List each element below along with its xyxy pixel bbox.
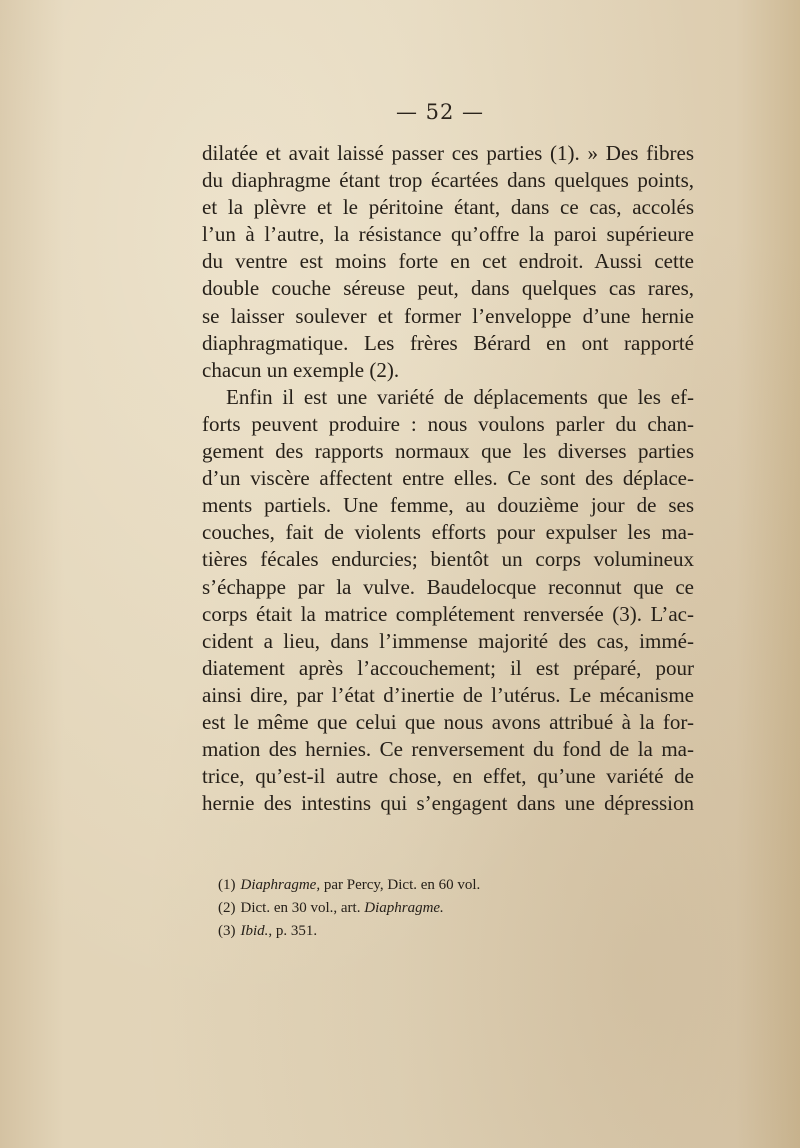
text-line: se laisser soulever et former l’enveloppe d’une hernie bbox=[202, 303, 694, 328]
text-line: mation des hernies. Ce renversement du fond de la ma- bbox=[202, 737, 694, 762]
text-line: chacun un exemple (2). bbox=[202, 357, 400, 382]
text-line: diaphragmatique. Les frères Bérard en ont rapporté bbox=[202, 330, 694, 355]
text-line: double couche séreuse peut, dans quelques cas rares, bbox=[202, 276, 694, 301]
text-line: corps était la matrice complétement renversée (3). L’ac- bbox=[202, 601, 694, 626]
text-line: l’un à l’autre, la résistance qu’offre la paroi supérieure bbox=[202, 222, 694, 247]
text-line: et la plèvre et le péritoine étant, dans ce cas, accolés bbox=[202, 195, 694, 220]
text-line: gement des rapports normaux que les diverses parties bbox=[202, 439, 694, 464]
text-line: trice, qu’est-il autre chose, en effet, qu’une variété de bbox=[202, 764, 694, 789]
footnote-text: , p. 351. bbox=[268, 923, 318, 939]
text-line: ments partiels. Une femme, au douzième jour de ses bbox=[202, 493, 694, 518]
page-number: — 52 — bbox=[395, 100, 485, 124]
footnote-title: Ibid. bbox=[240, 923, 269, 939]
footnote-title: Diaphragme, bbox=[240, 877, 321, 893]
footnote-title: Diaphragme. bbox=[364, 900, 444, 916]
text-line: dilatée et avait laissé passer ces parties (1). » Des fibres bbox=[202, 141, 694, 165]
text-line: est le même que celui que nous avons attribué à la for- bbox=[202, 709, 694, 734]
text-line: hernie des intestins qui s’engagent dans une dépression bbox=[202, 791, 694, 816]
footnote-text: Dict. en 30 vol., art. bbox=[240, 900, 365, 916]
text-line: ainsi dire, par l’état d’inertie de l’utérus. Le mécanisme bbox=[202, 682, 694, 707]
footnote-text: par Percy, Dict. en 60 vol. bbox=[320, 877, 481, 893]
text-line: cident a lieu, dans l’immense majorité des cas, immé- bbox=[202, 628, 694, 653]
text-line: forts peuvent produire : nous voulons parler du chan- bbox=[202, 411, 694, 436]
text-line: s’échappe par la vulve. Baudelocque reconnut que ce bbox=[202, 574, 694, 599]
text-line: tières fécales endurcies; bientôt un corps volumineux bbox=[202, 547, 694, 572]
text-line: d’un viscère affectent entre elles. Ce sont des déplace- bbox=[202, 466, 694, 491]
text-line: couches, fait de violents efforts pour expulser les ma- bbox=[202, 520, 694, 545]
footnote-number: (1) bbox=[218, 877, 236, 893]
footnote-2 bbox=[218, 897, 638, 920]
text-line: du diaphragme étant trop écartées dans quelques points, bbox=[202, 168, 694, 193]
footnote-number: (3) bbox=[218, 923, 236, 939]
footnote-number: (2) bbox=[218, 900, 236, 916]
text-line: Enfin il est une variété de déplacements que les ef- bbox=[226, 384, 694, 409]
footnotes bbox=[218, 874, 638, 943]
footnote-1 bbox=[218, 874, 638, 897]
text-line: diatement après l’accouchement; il est préparé, pour bbox=[202, 655, 694, 680]
text-line: du ventre est moins forte en cet endroit. Aussi cette bbox=[202, 249, 694, 274]
footnote-3 bbox=[218, 920, 638, 943]
body-text bbox=[202, 140, 694, 817]
